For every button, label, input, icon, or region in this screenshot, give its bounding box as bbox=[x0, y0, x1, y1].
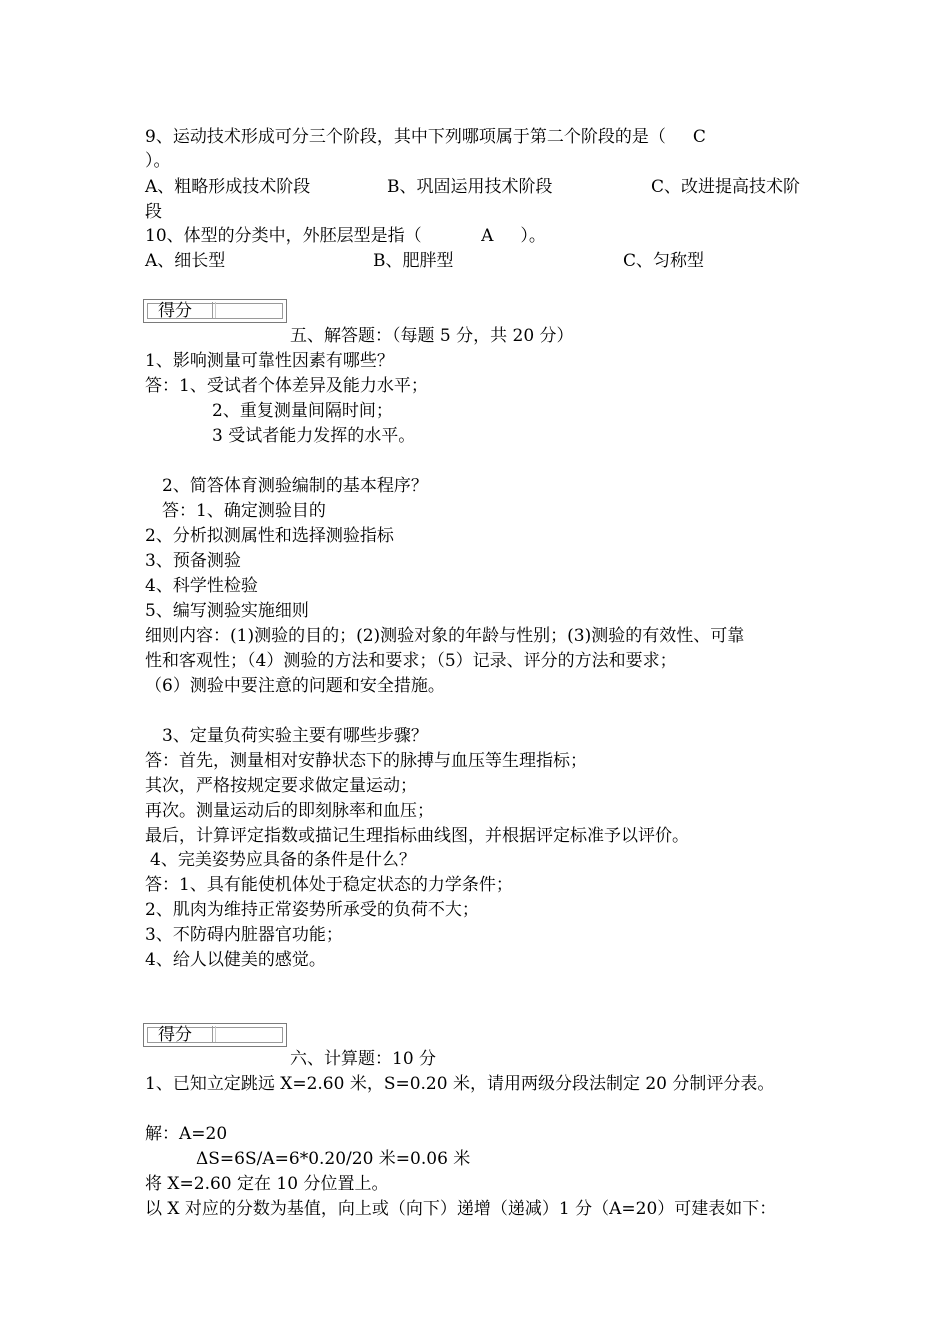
s5-q1-answer-1: 答：1、受试者个体差异及能力水平； bbox=[145, 376, 428, 396]
s5-q2-answer-2: 2、分析拟测属性和选择测验指标 bbox=[145, 526, 394, 546]
s5-q1-question: 1、影响测量可靠性因素有哪些？ bbox=[145, 351, 394, 371]
score-box-section6 bbox=[143, 1023, 287, 1047]
s5-q4-answer-2: 2、肌肉为维持正常姿势所承受的负荷不大； bbox=[145, 900, 479, 920]
s5-q2-answer-1: 答：1、确定测验目的 bbox=[162, 501, 326, 521]
q9-option-a: A、粗略形成技术阶段 bbox=[145, 177, 311, 197]
s5-q2-detail-1: 细则内容：(1)测验的目的；(2)测验对象的年龄与性别；(3)测验的有效性、可靠 bbox=[145, 626, 745, 646]
s5-q3-answer-1: 答：首先，测量相对安静状态下的脉搏与血压等生理指标； bbox=[145, 751, 587, 771]
s5-q4-answer-1: 答：1、具有能使机体处于稳定状态的力学条件； bbox=[145, 875, 513, 895]
section5-title: 五、解答题：（每题 5 分，共 20 分） bbox=[290, 326, 574, 346]
score-box-section5 bbox=[143, 299, 287, 323]
s5-q3-answer-3: 再次。测量运动后的即刻脉率和血压； bbox=[145, 801, 434, 821]
q9-question-line2: ）。 bbox=[145, 151, 171, 171]
s5-q1-answer-3: 3 受试者能力发挥的水平。 bbox=[212, 426, 416, 446]
s5-q2-answer-5: 5、编写测验实施细则 bbox=[145, 601, 309, 621]
s6-question: 1、已知立定跳远 X=2.60 米，S=0.20 米，请用两级分段法制定 20 分制评分表。 bbox=[145, 1074, 775, 1094]
score-label: 得分 bbox=[158, 1025, 192, 1045]
s5-q2-detail-2: 性和客观性；（4）测验的方法和要求；（5）记录、评分的方法和要求； bbox=[145, 651, 677, 671]
s5-q4-question: 4、完美姿势应具备的条件是什么？ bbox=[150, 850, 416, 870]
q9-option-c-continued: 段 bbox=[145, 202, 162, 222]
q10-question: 10、体型的分类中，外胚层型是指（ A ）。 bbox=[145, 226, 546, 246]
s5-q3-answer-4: 最后，计算评定指数或描记生理指标曲线图，并根据评定标准予以评价。 bbox=[145, 826, 689, 846]
q9-question-line1: 9、运动技术形成可分三个阶段，其中下列哪项属于第二个阶段的是（ C bbox=[145, 127, 706, 147]
q9-option-c: C、改进提高技术阶 bbox=[651, 177, 801, 197]
s5-q2-question: 2、简答体育测验编制的基本程序？ bbox=[162, 476, 428, 496]
s6-solution-3: 将 X=2.60 定在 10 分位置上。 bbox=[145, 1174, 389, 1194]
q10-option-a: A、细长型 bbox=[145, 251, 226, 271]
s5-q2-detail-3: （6）测验中要注意的问题和安全措施。 bbox=[145, 676, 445, 696]
s5-q2-answer-4: 4、科学性检验 bbox=[145, 576, 258, 596]
q10-option-b: B、肥胖型 bbox=[373, 251, 454, 271]
s5-q3-answer-2: 其次，严格按规定要求做定量运动； bbox=[145, 776, 417, 796]
q9-option-b: B、巩固运用技术阶段 bbox=[387, 177, 553, 197]
s5-q2-answer-3: 3、预备测验 bbox=[145, 551, 241, 571]
s5-q4-answer-3: 3、不防碍内脏器官功能； bbox=[145, 925, 343, 945]
s5-q3-question: 3、定量负荷实验主要有哪些步骤？ bbox=[162, 726, 428, 746]
q10-option-c: C、匀称型 bbox=[623, 251, 705, 271]
s5-q1-answer-2: 2、重复测量间隔时间； bbox=[212, 401, 393, 421]
s6-solution-4: 以 X 对应的分数为基值，向上或（向下）递增（递减）1 分（A=20）可建表如下： bbox=[145, 1199, 777, 1219]
s6-solution-2: ΔS=6S/A=6*0.20/20 米=0.06 米 bbox=[196, 1149, 471, 1169]
section6-title: 六、计算题：10 分 bbox=[290, 1049, 437, 1069]
score-label: 得分 bbox=[158, 301, 192, 321]
s6-solution-1: 解：A=20 bbox=[145, 1124, 228, 1144]
s5-q4-answer-4: 4、给人以健美的感觉。 bbox=[145, 950, 326, 970]
